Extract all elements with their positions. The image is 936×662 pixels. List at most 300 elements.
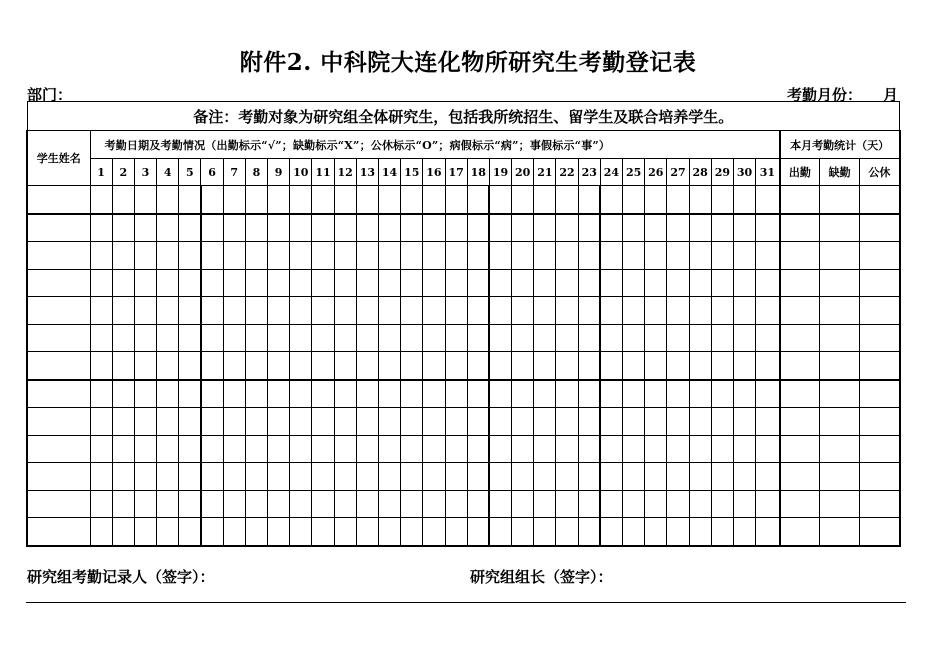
day-attendance-cell[interactable] — [334, 214, 356, 242]
stat-cell[interactable] — [820, 242, 860, 270]
day-attendance-cell[interactable] — [711, 324, 733, 352]
day-attendance-cell[interactable] — [756, 352, 780, 380]
day-attendance-cell[interactable] — [290, 242, 312, 270]
day-attendance-cell[interactable] — [600, 242, 622, 270]
day-attendance-cell[interactable] — [711, 186, 733, 214]
day-attendance-cell[interactable] — [90, 408, 112, 436]
day-attendance-cell[interactable] — [401, 297, 423, 325]
day-attendance-cell[interactable] — [90, 352, 112, 380]
day-attendance-cell[interactable] — [356, 297, 378, 325]
day-attendance-cell[interactable] — [489, 297, 511, 325]
stat-cell[interactable] — [860, 463, 900, 491]
day-attendance-cell[interactable] — [90, 297, 112, 325]
day-attendance-cell[interactable] — [467, 324, 489, 352]
day-attendance-cell[interactable] — [667, 435, 689, 463]
day-attendance-cell[interactable] — [534, 518, 556, 546]
day-attendance-cell[interactable] — [512, 324, 534, 352]
day-attendance-cell[interactable] — [245, 324, 267, 352]
day-attendance-cell[interactable] — [290, 380, 312, 408]
day-attendance-cell[interactable] — [401, 186, 423, 214]
day-attendance-cell[interactable] — [489, 490, 511, 518]
day-attendance-cell[interactable] — [623, 214, 645, 242]
stat-cell[interactable] — [820, 380, 860, 408]
day-attendance-cell[interactable] — [733, 324, 755, 352]
day-attendance-cell[interactable] — [112, 435, 134, 463]
day-attendance-cell[interactable] — [201, 214, 223, 242]
day-attendance-cell[interactable] — [134, 186, 156, 214]
day-attendance-cell[interactable] — [90, 269, 112, 297]
stat-cell[interactable] — [780, 269, 820, 297]
day-attendance-cell[interactable] — [578, 490, 600, 518]
day-attendance-cell[interactable] — [334, 242, 356, 270]
day-attendance-cell[interactable] — [134, 490, 156, 518]
stat-cell[interactable] — [820, 352, 860, 380]
day-attendance-cell[interactable] — [401, 352, 423, 380]
day-attendance-cell[interactable] — [556, 324, 578, 352]
day-attendance-cell[interactable] — [556, 186, 578, 214]
day-attendance-cell[interactable] — [578, 242, 600, 270]
stat-cell[interactable] — [780, 490, 820, 518]
day-attendance-cell[interactable] — [556, 297, 578, 325]
day-attendance-cell[interactable] — [201, 380, 223, 408]
day-attendance-cell[interactable] — [467, 352, 489, 380]
day-attendance-cell[interactable] — [356, 269, 378, 297]
day-attendance-cell[interactable] — [733, 518, 755, 546]
month-blank[interactable] — [862, 86, 880, 102]
day-attendance-cell[interactable] — [512, 408, 534, 436]
day-attendance-cell[interactable] — [112, 186, 134, 214]
day-attendance-cell[interactable] — [489, 186, 511, 214]
day-attendance-cell[interactable] — [578, 186, 600, 214]
day-attendance-cell[interactable] — [489, 214, 511, 242]
day-attendance-cell[interactable] — [600, 435, 622, 463]
day-attendance-cell[interactable] — [201, 463, 223, 491]
day-attendance-cell[interactable] — [290, 463, 312, 491]
day-attendance-cell[interactable] — [711, 518, 733, 546]
day-attendance-cell[interactable] — [290, 408, 312, 436]
day-attendance-cell[interactable] — [512, 490, 534, 518]
day-attendance-cell[interactable] — [512, 242, 534, 270]
day-attendance-cell[interactable] — [112, 463, 134, 491]
day-attendance-cell[interactable] — [378, 324, 400, 352]
day-attendance-cell[interactable] — [578, 324, 600, 352]
day-attendance-cell[interactable] — [733, 380, 755, 408]
day-attendance-cell[interactable] — [157, 380, 179, 408]
day-attendance-cell[interactable] — [401, 214, 423, 242]
day-attendance-cell[interactable] — [689, 214, 711, 242]
day-attendance-cell[interactable] — [556, 490, 578, 518]
day-attendance-cell[interactable] — [556, 435, 578, 463]
day-attendance-cell[interactable] — [134, 352, 156, 380]
student-name-cell[interactable] — [27, 490, 90, 518]
day-attendance-cell[interactable] — [312, 324, 334, 352]
day-attendance-cell[interactable] — [245, 463, 267, 491]
day-attendance-cell[interactable] — [534, 352, 556, 380]
day-attendance-cell[interactable] — [512, 352, 534, 380]
day-attendance-cell[interactable] — [578, 435, 600, 463]
day-attendance-cell[interactable] — [445, 490, 467, 518]
day-attendance-cell[interactable] — [290, 518, 312, 546]
stat-cell[interactable] — [780, 518, 820, 546]
day-attendance-cell[interactable] — [711, 269, 733, 297]
day-attendance-cell[interactable] — [445, 242, 467, 270]
day-attendance-cell[interactable] — [467, 269, 489, 297]
day-attendance-cell[interactable] — [534, 297, 556, 325]
day-attendance-cell[interactable] — [290, 352, 312, 380]
day-attendance-cell[interactable] — [268, 408, 290, 436]
day-attendance-cell[interactable] — [689, 490, 711, 518]
day-attendance-cell[interactable] — [467, 380, 489, 408]
day-attendance-cell[interactable] — [179, 269, 201, 297]
student-name-cell[interactable] — [27, 214, 90, 242]
day-attendance-cell[interactable] — [556, 214, 578, 242]
day-attendance-cell[interactable] — [356, 324, 378, 352]
day-attendance-cell[interactable] — [467, 214, 489, 242]
day-attendance-cell[interactable] — [268, 324, 290, 352]
day-attendance-cell[interactable] — [179, 186, 201, 214]
day-attendance-cell[interactable] — [179, 463, 201, 491]
day-attendance-cell[interactable] — [600, 352, 622, 380]
student-name-cell[interactable] — [27, 518, 90, 546]
day-attendance-cell[interactable] — [356, 463, 378, 491]
department-blank[interactable] — [72, 86, 158, 102]
day-attendance-cell[interactable] — [467, 490, 489, 518]
day-attendance-cell[interactable] — [667, 408, 689, 436]
day-attendance-cell[interactable] — [334, 352, 356, 380]
day-attendance-cell[interactable] — [689, 380, 711, 408]
day-attendance-cell[interactable] — [356, 352, 378, 380]
student-name-cell[interactable] — [27, 324, 90, 352]
day-attendance-cell[interactable] — [623, 490, 645, 518]
day-attendance-cell[interactable] — [534, 435, 556, 463]
stat-cell[interactable] — [780, 297, 820, 325]
day-attendance-cell[interactable] — [157, 269, 179, 297]
day-attendance-cell[interactable] — [312, 518, 334, 546]
day-attendance-cell[interactable] — [445, 269, 467, 297]
day-attendance-cell[interactable] — [268, 269, 290, 297]
day-attendance-cell[interactable] — [245, 435, 267, 463]
day-attendance-cell[interactable] — [489, 408, 511, 436]
day-attendance-cell[interactable] — [600, 380, 622, 408]
stat-cell[interactable] — [860, 324, 900, 352]
day-attendance-cell[interactable] — [489, 435, 511, 463]
day-attendance-cell[interactable] — [134, 435, 156, 463]
day-attendance-cell[interactable] — [290, 214, 312, 242]
day-attendance-cell[interactable] — [223, 269, 245, 297]
day-attendance-cell[interactable] — [179, 352, 201, 380]
day-attendance-cell[interactable] — [423, 214, 445, 242]
day-attendance-cell[interactable] — [245, 186, 267, 214]
day-attendance-cell[interactable] — [689, 297, 711, 325]
day-attendance-cell[interactable] — [711, 408, 733, 436]
student-name-cell[interactable] — [27, 186, 90, 214]
day-attendance-cell[interactable] — [489, 463, 511, 491]
day-attendance-cell[interactable] — [623, 324, 645, 352]
day-attendance-cell[interactable] — [201, 297, 223, 325]
day-attendance-cell[interactable] — [556, 269, 578, 297]
stat-cell[interactable] — [780, 186, 820, 214]
day-attendance-cell[interactable] — [489, 518, 511, 546]
day-attendance-cell[interactable] — [378, 518, 400, 546]
day-attendance-cell[interactable] — [645, 463, 667, 491]
day-attendance-cell[interactable] — [157, 408, 179, 436]
day-attendance-cell[interactable] — [201, 324, 223, 352]
day-attendance-cell[interactable] — [756, 380, 780, 408]
day-attendance-cell[interactable] — [223, 297, 245, 325]
day-attendance-cell[interactable] — [334, 269, 356, 297]
day-attendance-cell[interactable] — [157, 518, 179, 546]
day-attendance-cell[interactable] — [756, 463, 780, 491]
day-attendance-cell[interactable] — [534, 324, 556, 352]
student-name-cell[interactable] — [27, 242, 90, 270]
day-attendance-cell[interactable] — [623, 186, 645, 214]
day-attendance-cell[interactable] — [201, 518, 223, 546]
day-attendance-cell[interactable] — [245, 297, 267, 325]
day-attendance-cell[interactable] — [201, 242, 223, 270]
day-attendance-cell[interactable] — [179, 297, 201, 325]
day-attendance-cell[interactable] — [645, 242, 667, 270]
day-attendance-cell[interactable] — [312, 214, 334, 242]
day-attendance-cell[interactable] — [312, 463, 334, 491]
day-attendance-cell[interactable] — [179, 324, 201, 352]
stat-cell[interactable] — [780, 214, 820, 242]
day-attendance-cell[interactable] — [423, 269, 445, 297]
day-attendance-cell[interactable] — [312, 269, 334, 297]
student-name-cell[interactable] — [27, 408, 90, 436]
stat-cell[interactable] — [860, 408, 900, 436]
day-attendance-cell[interactable] — [223, 352, 245, 380]
day-attendance-cell[interactable] — [623, 518, 645, 546]
day-attendance-cell[interactable] — [356, 186, 378, 214]
day-attendance-cell[interactable] — [179, 380, 201, 408]
day-attendance-cell[interactable] — [423, 463, 445, 491]
day-attendance-cell[interactable] — [756, 324, 780, 352]
day-attendance-cell[interactable] — [356, 242, 378, 270]
day-attendance-cell[interactable] — [645, 408, 667, 436]
day-attendance-cell[interactable] — [223, 242, 245, 270]
stat-cell[interactable] — [820, 435, 860, 463]
day-attendance-cell[interactable] — [534, 380, 556, 408]
day-attendance-cell[interactable] — [268, 463, 290, 491]
day-attendance-cell[interactable] — [356, 518, 378, 546]
day-attendance-cell[interactable] — [356, 214, 378, 242]
day-attendance-cell[interactable] — [578, 269, 600, 297]
day-attendance-cell[interactable] — [290, 435, 312, 463]
day-attendance-cell[interactable] — [290, 269, 312, 297]
day-attendance-cell[interactable] — [134, 297, 156, 325]
day-attendance-cell[interactable] — [445, 463, 467, 491]
day-attendance-cell[interactable] — [645, 352, 667, 380]
day-attendance-cell[interactable] — [645, 518, 667, 546]
day-attendance-cell[interactable] — [223, 324, 245, 352]
day-attendance-cell[interactable] — [90, 186, 112, 214]
day-attendance-cell[interactable] — [600, 518, 622, 546]
day-attendance-cell[interactable] — [201, 408, 223, 436]
day-attendance-cell[interactable] — [334, 435, 356, 463]
day-attendance-cell[interactable] — [600, 297, 622, 325]
day-attendance-cell[interactable] — [578, 352, 600, 380]
day-attendance-cell[interactable] — [401, 242, 423, 270]
day-attendance-cell[interactable] — [157, 214, 179, 242]
stat-cell[interactable] — [780, 380, 820, 408]
day-attendance-cell[interactable] — [157, 435, 179, 463]
day-attendance-cell[interactable] — [733, 490, 755, 518]
day-attendance-cell[interactable] — [689, 408, 711, 436]
day-attendance-cell[interactable] — [112, 324, 134, 352]
day-attendance-cell[interactable] — [667, 269, 689, 297]
day-attendance-cell[interactable] — [201, 186, 223, 214]
day-attendance-cell[interactable] — [112, 269, 134, 297]
day-attendance-cell[interactable] — [600, 463, 622, 491]
day-attendance-cell[interactable] — [689, 324, 711, 352]
day-attendance-cell[interactable] — [645, 269, 667, 297]
day-attendance-cell[interactable] — [512, 186, 534, 214]
day-attendance-cell[interactable] — [711, 435, 733, 463]
day-attendance-cell[interactable] — [378, 242, 400, 270]
day-attendance-cell[interactable] — [157, 186, 179, 214]
day-attendance-cell[interactable] — [645, 324, 667, 352]
day-attendance-cell[interactable] — [489, 352, 511, 380]
day-attendance-cell[interactable] — [312, 186, 334, 214]
day-attendance-cell[interactable] — [356, 380, 378, 408]
stat-cell[interactable] — [860, 490, 900, 518]
stat-cell[interactable] — [860, 352, 900, 380]
stat-cell[interactable] — [860, 269, 900, 297]
day-attendance-cell[interactable] — [489, 380, 511, 408]
day-attendance-cell[interactable] — [600, 214, 622, 242]
day-attendance-cell[interactable] — [512, 435, 534, 463]
day-attendance-cell[interactable] — [201, 435, 223, 463]
day-attendance-cell[interactable] — [645, 186, 667, 214]
day-attendance-cell[interactable] — [334, 297, 356, 325]
day-attendance-cell[interactable] — [489, 269, 511, 297]
stat-cell[interactable] — [860, 435, 900, 463]
day-attendance-cell[interactable] — [733, 435, 755, 463]
stat-cell[interactable] — [860, 242, 900, 270]
day-attendance-cell[interactable] — [623, 380, 645, 408]
day-attendance-cell[interactable] — [756, 297, 780, 325]
day-attendance-cell[interactable] — [467, 408, 489, 436]
day-attendance-cell[interactable] — [445, 214, 467, 242]
day-attendance-cell[interactable] — [489, 324, 511, 352]
day-attendance-cell[interactable] — [711, 242, 733, 270]
day-attendance-cell[interactable] — [378, 435, 400, 463]
day-attendance-cell[interactable] — [467, 435, 489, 463]
day-attendance-cell[interactable] — [90, 490, 112, 518]
day-attendance-cell[interactable] — [201, 352, 223, 380]
day-attendance-cell[interactable] — [223, 435, 245, 463]
stat-cell[interactable] — [860, 518, 900, 546]
day-attendance-cell[interactable] — [578, 380, 600, 408]
day-attendance-cell[interactable] — [623, 463, 645, 491]
day-attendance-cell[interactable] — [667, 242, 689, 270]
day-attendance-cell[interactable] — [423, 518, 445, 546]
day-attendance-cell[interactable] — [312, 490, 334, 518]
day-attendance-cell[interactable] — [268, 352, 290, 380]
day-attendance-cell[interactable] — [245, 518, 267, 546]
day-attendance-cell[interactable] — [312, 297, 334, 325]
day-attendance-cell[interactable] — [334, 490, 356, 518]
day-attendance-cell[interactable] — [112, 242, 134, 270]
day-attendance-cell[interactable] — [445, 435, 467, 463]
day-attendance-cell[interactable] — [245, 490, 267, 518]
day-attendance-cell[interactable] — [112, 490, 134, 518]
day-attendance-cell[interactable] — [445, 324, 467, 352]
day-attendance-cell[interactable] — [334, 518, 356, 546]
day-attendance-cell[interactable] — [689, 352, 711, 380]
day-attendance-cell[interactable] — [245, 380, 267, 408]
day-attendance-cell[interactable] — [179, 242, 201, 270]
day-attendance-cell[interactable] — [157, 324, 179, 352]
stat-cell[interactable] — [820, 490, 860, 518]
day-attendance-cell[interactable] — [90, 435, 112, 463]
stat-cell[interactable] — [780, 242, 820, 270]
day-attendance-cell[interactable] — [378, 352, 400, 380]
day-attendance-cell[interactable] — [134, 214, 156, 242]
day-attendance-cell[interactable] — [623, 269, 645, 297]
day-attendance-cell[interactable] — [312, 352, 334, 380]
day-attendance-cell[interactable] — [112, 518, 134, 546]
day-attendance-cell[interactable] — [90, 463, 112, 491]
day-attendance-cell[interactable] — [556, 380, 578, 408]
day-attendance-cell[interactable] — [334, 380, 356, 408]
day-attendance-cell[interactable] — [711, 380, 733, 408]
day-attendance-cell[interactable] — [667, 297, 689, 325]
day-attendance-cell[interactable] — [534, 408, 556, 436]
day-attendance-cell[interactable] — [401, 380, 423, 408]
day-attendance-cell[interactable] — [556, 463, 578, 491]
day-attendance-cell[interactable] — [401, 324, 423, 352]
day-attendance-cell[interactable] — [268, 490, 290, 518]
day-attendance-cell[interactable] — [556, 242, 578, 270]
day-attendance-cell[interactable] — [467, 518, 489, 546]
day-attendance-cell[interactable] — [179, 214, 201, 242]
day-attendance-cell[interactable] — [134, 380, 156, 408]
day-attendance-cell[interactable] — [623, 352, 645, 380]
day-attendance-cell[interactable] — [534, 214, 556, 242]
day-attendance-cell[interactable] — [600, 490, 622, 518]
day-attendance-cell[interactable] — [378, 269, 400, 297]
day-attendance-cell[interactable] — [578, 518, 600, 546]
day-attendance-cell[interactable] — [623, 242, 645, 270]
day-attendance-cell[interactable] — [179, 435, 201, 463]
day-attendance-cell[interactable] — [134, 269, 156, 297]
day-attendance-cell[interactable] — [445, 352, 467, 380]
day-attendance-cell[interactable] — [268, 297, 290, 325]
stat-cell[interactable] — [820, 463, 860, 491]
day-attendance-cell[interactable] — [290, 324, 312, 352]
day-attendance-cell[interactable] — [90, 214, 112, 242]
stat-cell[interactable] — [820, 324, 860, 352]
day-attendance-cell[interactable] — [112, 408, 134, 436]
day-attendance-cell[interactable] — [378, 214, 400, 242]
stat-cell[interactable] — [860, 214, 900, 242]
student-name-cell[interactable] — [27, 435, 90, 463]
day-attendance-cell[interactable] — [445, 186, 467, 214]
day-attendance-cell[interactable] — [223, 186, 245, 214]
day-attendance-cell[interactable] — [378, 297, 400, 325]
day-attendance-cell[interactable] — [578, 463, 600, 491]
day-attendance-cell[interactable] — [467, 297, 489, 325]
day-attendance-cell[interactable] — [756, 186, 780, 214]
day-attendance-cell[interactable] — [756, 242, 780, 270]
day-attendance-cell[interactable] — [423, 352, 445, 380]
student-name-cell[interactable] — [27, 463, 90, 491]
day-attendance-cell[interactable] — [290, 490, 312, 518]
day-attendance-cell[interactable] — [312, 435, 334, 463]
day-attendance-cell[interactable] — [268, 435, 290, 463]
day-attendance-cell[interactable] — [334, 408, 356, 436]
